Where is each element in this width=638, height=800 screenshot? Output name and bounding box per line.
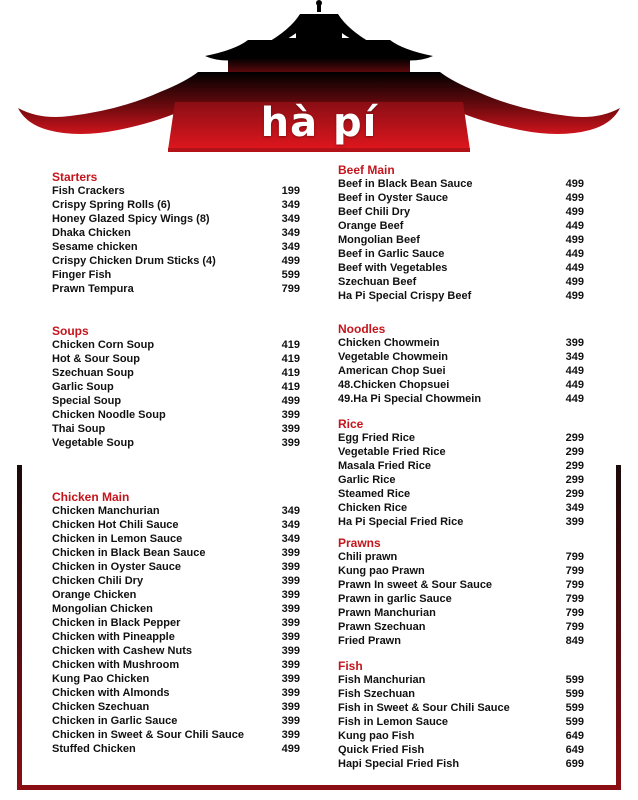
- menu-item-price: 449: [565, 365, 584, 377]
- menu-item: [338, 247, 584, 261]
- menu-item-price: 699: [565, 758, 584, 770]
- menu-item-price: 399: [565, 516, 584, 528]
- menu-item-name: Ha Pi Special Fried Rice: [338, 516, 464, 528]
- menu-item: [52, 394, 300, 408]
- menu-item-name: Finger Fish: [52, 269, 112, 281]
- menu-item-price: 399: [281, 645, 300, 657]
- menu-item-name: Kung pao Prawn: [338, 565, 425, 577]
- menu-item-name: Kung Pao Chicken: [52, 673, 150, 685]
- menu-item-name: Szechuan Soup: [52, 367, 134, 379]
- menu-item: [52, 672, 300, 686]
- menu-item-name: Chicken in Sweet & Sour Chili Sauce: [52, 729, 244, 741]
- menu-item-name: Chicken in Black Bean Sauce: [52, 547, 206, 559]
- menu-item: [52, 436, 300, 450]
- menu-section-beef-main: [338, 163, 584, 303]
- menu-item-name: Chicken with Cashew Nuts: [52, 645, 192, 657]
- menu-item: [338, 233, 584, 247]
- menu-item-price: 419: [281, 353, 300, 365]
- menu-item: [338, 757, 584, 771]
- menu-item: [52, 532, 300, 546]
- menu-item-name: Prawn Manchurian: [338, 607, 436, 619]
- menu-item: [52, 644, 300, 658]
- menu-item-name: Chicken with Mushroom: [52, 659, 180, 671]
- menu-section-soups: [52, 324, 300, 450]
- menu-item: [338, 459, 584, 473]
- menu-item-price: 499: [565, 206, 584, 218]
- menu-item-price: 349: [565, 351, 584, 363]
- menu-item-price: 399: [281, 631, 300, 643]
- menu-item-price: 349: [281, 199, 300, 211]
- menu-item: [52, 268, 300, 282]
- menu-item: [52, 714, 300, 728]
- menu-item-name: Ha Pi Special Crispy Beef: [338, 290, 472, 302]
- menu-item-price: 799: [565, 621, 584, 633]
- menu-item-name: Fish in Lemon Sauce: [338, 716, 449, 728]
- menu-item-name: Chicken Szechuan: [52, 701, 150, 713]
- menu-item-name: Chicken in Garlic Sauce: [52, 715, 178, 727]
- menu-item-price: 399: [281, 673, 300, 685]
- menu-item-price: 799: [565, 565, 584, 577]
- menu-item-price: 399: [281, 437, 300, 449]
- menu-item-price: 849: [565, 635, 584, 647]
- menu-item-price: 399: [281, 715, 300, 727]
- menu-item-name: Kung pao Fish: [338, 730, 415, 742]
- menu-item: [52, 366, 300, 380]
- menu-item: [338, 473, 584, 487]
- menu-item-price: 349: [565, 502, 584, 514]
- menu-item: [338, 431, 584, 445]
- menu-item-name: Dhaka Chicken: [52, 227, 131, 239]
- menu-item: [338, 592, 584, 606]
- menu-item-name: Chicken in Lemon Sauce: [52, 533, 183, 545]
- menu-item: [338, 620, 584, 634]
- menu-section-prawns: [338, 536, 584, 648]
- menu-item: [52, 560, 300, 574]
- menu-item: [338, 445, 584, 459]
- menu-item-price: 799: [281, 283, 300, 295]
- menu-item: [338, 487, 584, 501]
- menu-item-name: 49.Ha Pi Special Chowmein: [338, 393, 482, 405]
- menu-item-price: 599: [565, 688, 584, 700]
- menu-item: [338, 578, 584, 592]
- menu-item: [52, 352, 300, 366]
- menu-item-price: 419: [281, 381, 300, 393]
- menu-item: [52, 574, 300, 588]
- menu-item: [338, 219, 584, 233]
- menu-item-name: Chicken Chili Dry: [52, 575, 144, 587]
- menu-item: [52, 282, 300, 296]
- section-title: Soups: [52, 324, 89, 338]
- menu-item: [338, 634, 584, 648]
- menu-item-price: 649: [565, 744, 584, 756]
- menu-item-name: Hot & Sour Soup: [52, 353, 140, 365]
- section-title: Starters: [52, 170, 98, 184]
- menu-item-price: 499: [565, 178, 584, 190]
- menu-item-price: 399: [281, 687, 300, 699]
- menu-item-name: Vegetable Soup: [52, 437, 134, 449]
- menu-item: [52, 408, 300, 422]
- menu-item-name: Masala Fried Rice: [338, 460, 431, 472]
- menu-item-name: Chicken with Almonds: [52, 687, 170, 699]
- menu-item: [338, 275, 584, 289]
- menu-item-price: 299: [565, 432, 584, 444]
- menu-item: [338, 289, 584, 303]
- menu-item-price: 399: [281, 423, 300, 435]
- menu-item-price: 599: [565, 674, 584, 686]
- menu-item-price: 499: [281, 743, 300, 755]
- menu-item: [338, 550, 584, 564]
- menu-item-price: 449: [565, 393, 584, 405]
- menu-item-price: 349: [281, 241, 300, 253]
- section-title: Beef Main: [338, 163, 395, 177]
- menu-item-price: 799: [565, 607, 584, 619]
- menu-item-name: Prawn in garlic Sauce: [338, 593, 452, 605]
- menu-item-price: 449: [565, 379, 584, 391]
- menu-item-name: Garlic Rice: [338, 474, 396, 486]
- menu-item-name: Orange Chicken: [52, 589, 137, 601]
- menu-item-price: 649: [565, 730, 584, 742]
- menu-item-price: 299: [565, 460, 584, 472]
- menu-item-name: Crispy Chicken Drum Sticks (4): [52, 255, 216, 267]
- menu-section-chicken-main: [52, 490, 300, 756]
- menu-item-name: Szechuan Beef: [338, 276, 417, 288]
- menu-item: [52, 588, 300, 602]
- menu-item: [338, 350, 584, 364]
- menu-item-name: Beef with Vegetables: [338, 262, 448, 274]
- right-frame-border: [616, 465, 621, 790]
- menu-item: [52, 546, 300, 560]
- menu-item-price: 399: [281, 589, 300, 601]
- menu-item: [338, 177, 584, 191]
- menu-item: [52, 338, 300, 352]
- menu-item: [52, 504, 300, 518]
- menu-item-name: Fish Manchurian: [338, 674, 426, 686]
- menu-item-name: Chicken Chowmein: [338, 337, 440, 349]
- menu-item-price: 399: [281, 547, 300, 559]
- menu-item-price: 499: [281, 255, 300, 267]
- menu-item: [338, 564, 584, 578]
- menu-item: [338, 261, 584, 275]
- menu-item-name: Chicken Hot Chili Sauce: [52, 519, 179, 531]
- menu-item-price: 199: [281, 185, 300, 197]
- menu-item-name: Beef in Garlic Sauce: [338, 248, 445, 260]
- menu-item-price: 499: [565, 290, 584, 302]
- menu-item-name: Prawn Szechuan: [338, 621, 426, 633]
- menu-item-price: 599: [565, 702, 584, 714]
- menu-item-price: 399: [281, 603, 300, 615]
- menu-item-price: 399: [281, 617, 300, 629]
- menu-item-name: Chicken in Oyster Sauce: [52, 561, 181, 573]
- menu-item: [338, 515, 584, 529]
- menu-item-name: Fish in Sweet & Sour Chili Sauce: [338, 702, 510, 714]
- menu-item: [338, 687, 584, 701]
- menu-item-price: 399: [281, 729, 300, 741]
- menu-item-name: Chicken Noodle Soup: [52, 409, 166, 421]
- menu-item-name: Orange Beef: [338, 220, 404, 232]
- menu-item: [338, 673, 584, 687]
- menu-item-price: 499: [565, 192, 584, 204]
- menu-item: [52, 602, 300, 616]
- menu-item: [52, 658, 300, 672]
- menu-item-name: Steamed Rice: [338, 488, 411, 500]
- menu-item-name: Vegetable Chowmein: [338, 351, 449, 363]
- menu-item-price: 349: [281, 227, 300, 239]
- menu-item-name: Chicken Corn Soup: [52, 339, 155, 351]
- menu-item-price: 299: [565, 488, 584, 500]
- menu-item: [338, 336, 584, 350]
- menu-item-name: Honey Glazed Spicy Wings (8): [52, 213, 210, 225]
- menu-item: [338, 606, 584, 620]
- menu-item-price: 599: [565, 716, 584, 728]
- section-title: Prawns: [338, 536, 381, 550]
- menu-item-name: Fried Prawn: [338, 635, 401, 647]
- menu-item-price: 349: [281, 519, 300, 531]
- menu-item: [338, 743, 584, 757]
- section-title: Rice: [338, 417, 364, 431]
- menu-item-name: Stuffed Chicken: [52, 743, 136, 755]
- menu-item-name: 48.Chicken Chopsuei: [338, 379, 450, 391]
- menu-item-price: 499: [281, 395, 300, 407]
- menu-item: [52, 226, 300, 240]
- menu-section-noodles: [338, 322, 584, 406]
- left-frame-border: [17, 465, 22, 790]
- menu-item-name: Prawn Tempura: [52, 283, 134, 295]
- menu-item-price: 399: [281, 659, 300, 671]
- section-title: Chicken Main: [52, 490, 130, 504]
- bottom-frame-border: [17, 785, 621, 790]
- menu-item: [338, 205, 584, 219]
- menu-section-fish: [338, 659, 584, 771]
- menu-item-name: Beef in Oyster Sauce: [338, 192, 449, 204]
- menu-item-price: 419: [281, 339, 300, 351]
- menu-item: [52, 630, 300, 644]
- menu-item: [52, 184, 300, 198]
- menu-item-name: Fish Crackers: [52, 185, 125, 197]
- menu-section-starters: [52, 170, 300, 296]
- menu-item-price: 499: [565, 276, 584, 288]
- menu-item: [338, 715, 584, 729]
- menu-item-name: Vegetable Fried Rice: [338, 446, 446, 458]
- menu-item-price: 799: [565, 593, 584, 605]
- menu-item-name: Chicken Manchurian: [52, 505, 160, 517]
- menu-item-name: Chicken with Pineapple: [52, 631, 175, 643]
- menu-item-price: 299: [565, 446, 584, 458]
- menu-item-name: Mongolian Chicken: [52, 603, 153, 615]
- menu-item: [52, 700, 300, 714]
- menu-item: [52, 742, 300, 756]
- menu-item-price: 349: [281, 505, 300, 517]
- menu-item-name: Chicken Rice: [338, 502, 408, 514]
- menu-item-price: 399: [281, 409, 300, 421]
- menu-item-price: 799: [565, 579, 584, 591]
- menu-item-name: Egg Fried Rice: [338, 432, 416, 444]
- menu-item-name: Chicken in Black Pepper: [52, 617, 181, 629]
- menu-item: [338, 501, 584, 515]
- menu-item-name: Beef in Black Bean Sauce: [338, 178, 473, 190]
- menu-item-price: 419: [281, 367, 300, 379]
- menu-item-price: 349: [281, 533, 300, 545]
- menu-item: [52, 254, 300, 268]
- menu-item-price: 499: [565, 234, 584, 246]
- menu-item: [338, 378, 584, 392]
- menu-item: [52, 198, 300, 212]
- menu-item-name: Mongolian Beef: [338, 234, 420, 246]
- menu-section-rice: [338, 417, 584, 529]
- menu-item-price: 599: [281, 269, 300, 281]
- menu-item-price: 399: [281, 575, 300, 587]
- menu-item: [52, 422, 300, 436]
- menu-item-name: Beef Chili Dry: [338, 206, 411, 218]
- section-title: Noodles: [338, 322, 386, 336]
- menu-item: [52, 518, 300, 532]
- menu-item-price: 449: [565, 262, 584, 274]
- menu-item-name: Chili prawn: [338, 551, 398, 563]
- section-title: Fish: [338, 659, 363, 673]
- menu-item-price: 449: [565, 220, 584, 232]
- menu-item-price: 449: [565, 248, 584, 260]
- menu-item: [338, 364, 584, 378]
- menu-item: [52, 686, 300, 700]
- menu-item-name: Prawn In sweet & Sour Sauce: [338, 579, 493, 591]
- restaurant-logo: hà pí: [260, 100, 378, 146]
- menu-item-price: 299: [565, 474, 584, 486]
- menu-item: [52, 380, 300, 394]
- menu-item-name: Special Soup: [52, 395, 122, 407]
- menu-item: [52, 728, 300, 742]
- menu-item: [52, 616, 300, 630]
- menu-item-name: Sesame chicken: [52, 241, 138, 253]
- menu-item-price: 799: [565, 551, 584, 563]
- menu-item-name: Garlic Soup: [52, 381, 114, 393]
- menu-item: [338, 729, 584, 743]
- menu-item: [338, 392, 584, 406]
- menu-item-price: 399: [281, 701, 300, 713]
- menu-item-name: American Chop Suei: [338, 365, 446, 377]
- menu-item-name: Hapi Special Fried Fish: [338, 758, 460, 770]
- menu-item-price: 349: [281, 213, 300, 225]
- menu-item: [52, 240, 300, 254]
- menu-item-name: Quick Fried Fish: [338, 744, 425, 756]
- menu-item: [338, 191, 584, 205]
- menu-item-price: 399: [281, 561, 300, 573]
- menu-item-name: Thai Soup: [52, 423, 106, 435]
- menu-item-price: 399: [565, 337, 584, 349]
- menu-item: [338, 701, 584, 715]
- menu-item-name: Fish Szechuan: [338, 688, 416, 700]
- menu-item-name: Crispy Spring Rolls (6): [52, 199, 171, 211]
- menu-item: [52, 212, 300, 226]
